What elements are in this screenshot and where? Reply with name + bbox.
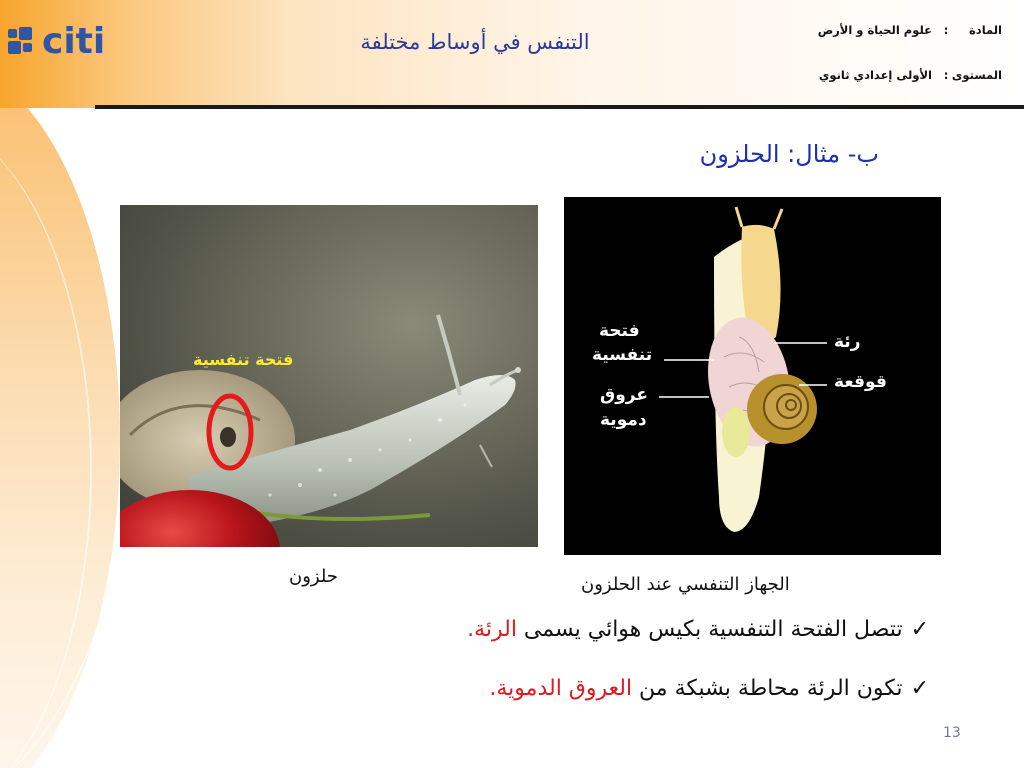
diagram-label-vessels-1: عروق	[600, 385, 648, 405]
header-divider	[95, 105, 1024, 109]
logo-mark-icon	[8, 27, 38, 57]
checkmark-icon: ✓	[910, 617, 929, 642]
logo-text: citi	[42, 21, 106, 62]
page-number: 13	[943, 725, 961, 741]
photo-caption: حلزون	[289, 566, 338, 587]
snail-photo	[120, 205, 538, 547]
bullet-item	[489, 676, 929, 701]
snail-respiratory-diagram	[564, 197, 941, 555]
level-key: المستوى	[951, 68, 1002, 82]
diagram-label-vessels-2: دموية	[600, 410, 647, 430]
bullet-highlight: العروق الدموية	[496, 676, 633, 701]
diagram-label-shell: قوقعة	[834, 372, 887, 392]
section-subtitle: ب- مثال: الحلزون	[699, 140, 879, 168]
header-band	[0, 0, 1024, 108]
bullet-text: تكون الرئة محاطة بشبكة من	[632, 676, 903, 701]
checkmark-icon: ✓	[910, 676, 929, 701]
diagram-label-opening-1: فتحة	[599, 321, 640, 341]
subject-key: المادة	[969, 23, 1002, 37]
subject-row	[818, 23, 1002, 37]
diagram-caption: الجهاز التنفسي عند الحلزون	[581, 574, 790, 595]
page-title: التنفس في أوساط مختلفة	[360, 30, 590, 54]
respiratory-opening-label: فتحة تنفسية	[193, 350, 294, 369]
level-row	[819, 68, 1002, 82]
diagram-label-lung: رئة	[834, 332, 861, 352]
subject-separator: :	[943, 23, 949, 37]
level-separator: :	[943, 68, 949, 82]
bullet-text: تتصل الفتحة التنفسية بكيس هوائي يسمى	[516, 617, 903, 642]
diagram-label-opening-2: تنفسية	[592, 345, 653, 365]
citi-logo	[8, 20, 120, 64]
bullet-item	[467, 617, 929, 642]
level-value: الأولى إعدادي ثانوي	[818, 68, 932, 82]
bullet-end: .	[489, 676, 497, 701]
subject-value: علوم الحياة و الأرض	[817, 23, 932, 37]
bullet-end: .	[467, 617, 475, 642]
bullet-highlight: الرئة	[474, 617, 517, 642]
